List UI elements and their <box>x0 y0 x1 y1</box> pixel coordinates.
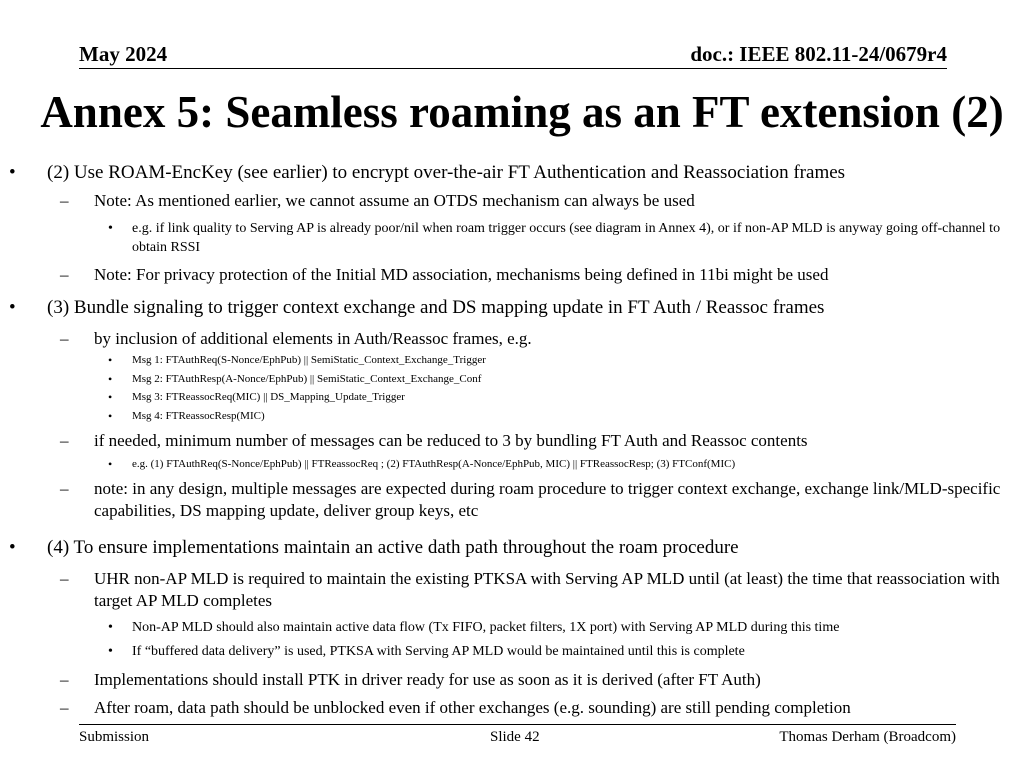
bullet-marker: • <box>108 372 113 386</box>
bullet-text: Note: For privacy protection of the Initial MD association, mechanisms being defined in 11bi might be used <box>94 265 829 284</box>
bullet-marker: • <box>9 162 16 183</box>
bullet-text: Msg 4: FTReassocResp(MIC) <box>132 410 265 422</box>
bullet-text: Msg 3: FTReassocReq(MIC) || DS_Mapping_Update_Trigger <box>132 391 405 403</box>
bullet-marker: • <box>108 457 113 471</box>
dash-marker: – <box>60 569 69 588</box>
bullet-text: Note: As mentioned earlier, we cannot assume an OTDS mechanism can always be used <box>94 191 695 210</box>
bullet-marker: • <box>108 620 113 635</box>
bullet-text: (3) Bundle signaling to trigger context exchange and DS mapping update in FT Auth / Reassoc frames <box>47 297 825 318</box>
bullet-text: (2) Use ROAM-EncKey (see earlier) to encrypt over-the-air FT Authentication and Reassociation frames <box>47 162 846 183</box>
dash-marker: – <box>60 670 69 689</box>
bullet-text: Msg 2: FTAuthResp(A-Nonce/EphPub) || SemiStatic_Context_Exchange_Conf <box>132 373 482 385</box>
footer-author: Thomas Derham (Broadcom) <box>779 729 956 745</box>
dash-marker: – <box>60 265 69 284</box>
bullet-text: note: in any design, multiple messages are expected during roam procedure to trigger context exchange, exchange link/MLD-specific capabilities, DS mapping update, deliver group keys, etc <box>94 479 1001 520</box>
footer-slide-number: Slide 42 <box>490 729 540 745</box>
bullet-text: e.g. (1) FTAuthReq(S-Nonce/EphPub) || FTReassocReq ; (2) FTAuthResp(A-Nonce/EphPub, MIC) || FTReassocResp; (3) FTConf(MIC) <box>132 458 736 470</box>
dash-marker: – <box>60 479 69 498</box>
dash-marker: – <box>60 431 69 450</box>
bullet-marker: • <box>108 390 113 404</box>
header-date: May 2024 <box>79 42 168 66</box>
bullet-text: Non-AP MLD should also maintain active data flow (Tx FIFO, packet filters, 1X port) with Serving AP MLD during this time <box>132 620 840 635</box>
footer-divider <box>79 724 956 725</box>
bullet-text: (4) To ensure implementations maintain an active dath path throughout the roam procedure <box>47 537 739 558</box>
dash-marker: – <box>60 329 69 348</box>
bullet-marker: • <box>108 409 113 423</box>
bullet-marker: • <box>108 644 113 659</box>
slide-title: Annex 5: Seamless roaming as an FT extension (2) <box>40 87 1004 137</box>
bullet-text: Implementations should install PTK in driver ready for use as soon as it is derived (after FT Auth) <box>94 670 761 689</box>
footer-submission: Submission <box>79 729 150 745</box>
bullet-text: by inclusion of additional elements in Auth/Reassoc frames, e.g. <box>94 329 532 348</box>
bullet-marker: • <box>108 221 113 236</box>
bullet-text: Msg 1: FTAuthReq(S-Nonce/EphPub) || SemiStatic_Context_Exchange_Trigger <box>132 354 486 366</box>
dash-marker: – <box>60 698 69 717</box>
bullet-marker: • <box>9 537 16 558</box>
bullet-text: If “buffered data delivery” is used, PTKSA with Serving AP MLD would be maintained until this is complete <box>132 644 745 659</box>
header-doc-number: doc.: IEEE 802.11-24/0679r4 <box>690 42 947 66</box>
header-divider <box>79 68 947 69</box>
dash-marker: – <box>60 191 69 210</box>
bullet-text: UHR non-AP MLD is required to maintain the existing PTKSA with Serving AP MLD until (at least) the time that reassociation with target AP MLD completes <box>94 569 1000 610</box>
bullet-marker: • <box>108 353 113 367</box>
bullet-text: e.g. if link quality to Serving AP is already poor/nil when roam trigger occurs (see diagram in Annex 4), or if non-AP MLD is anyway going off-channel to obtain RSSI <box>132 221 1001 255</box>
bullet-text: if needed, minimum number of messages can be reduced to 3 by bundling FT Auth and Reassoc contents <box>94 431 808 450</box>
bullet-marker: • <box>9 297 16 318</box>
bullet-text: After roam, data path should be unblocked even if other exchanges (e.g. sounding) are still pending completion <box>94 698 851 717</box>
